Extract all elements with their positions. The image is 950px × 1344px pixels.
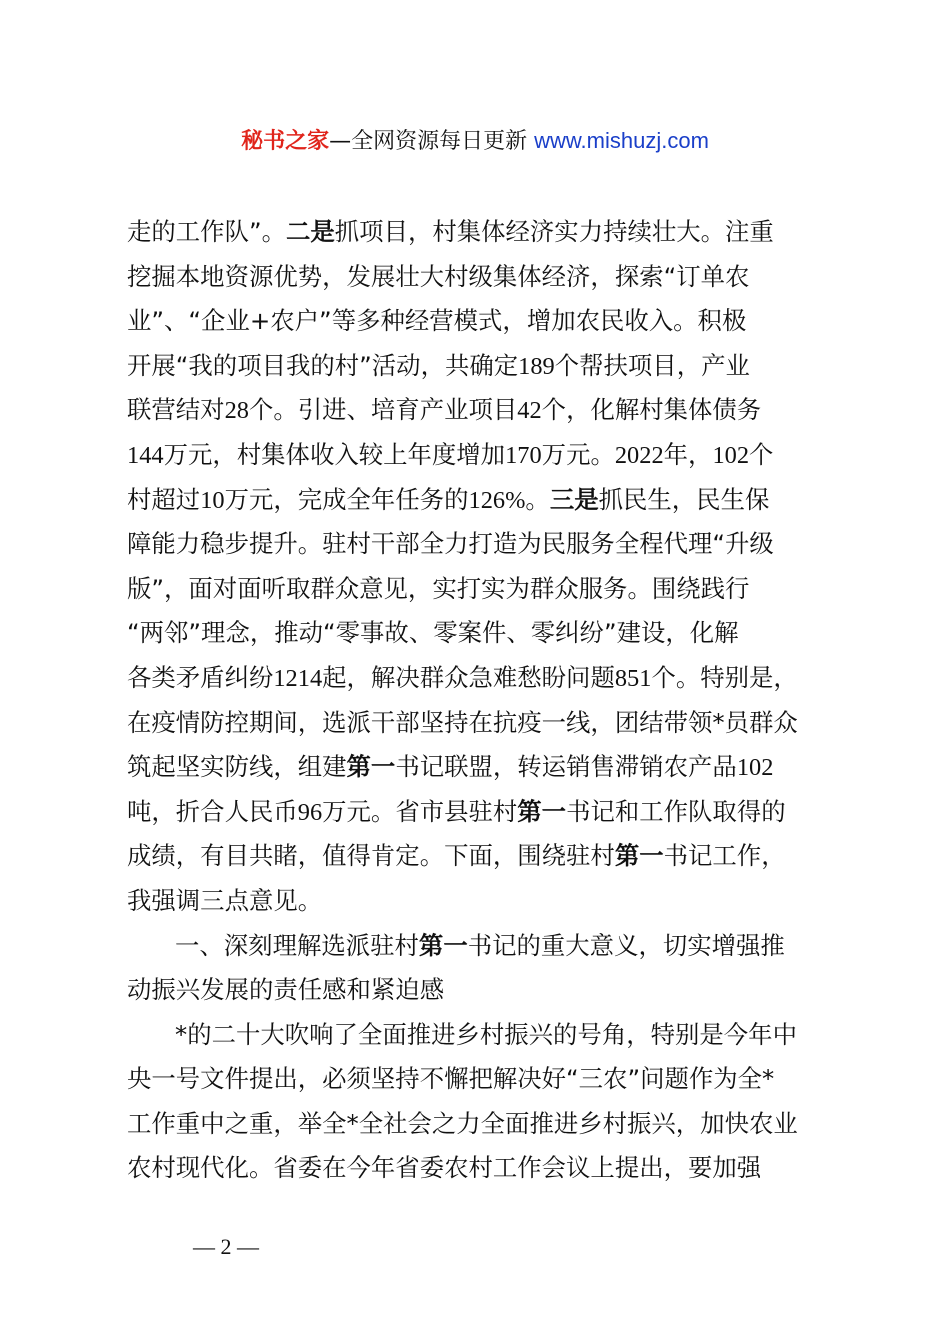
- number-run: 2022: [614, 441, 664, 469]
- text-run: 挖掘本地资源优势，发展壮大村级集体经济，探索“订单农: [127, 261, 750, 291]
- text-run: 工作重中之重，举全*全社会之力全面推进乡村振兴，加快农业: [127, 1108, 798, 1138]
- text-line: [127, 433, 837, 478]
- text-run: “两邻”理念，推动“零事故、零案件、零纠纷”建设，化解: [127, 618, 739, 648]
- text-run: 央一号文件提出，必须坚持不懈把解决好“三农”问题作为全*: [127, 1064, 775, 1094]
- number-run: 96: [297, 798, 323, 826]
- site-header: [0, 126, 950, 157]
- text-line: [127, 567, 837, 612]
- bold-run: 二是: [285, 217, 335, 246]
- text-run: 书记和工作队取得的: [566, 796, 786, 826]
- text-run: 。: [525, 484, 550, 514]
- number-run: 189: [518, 352, 555, 380]
- text-run: 开展“我的项目我的村”活动，共确定: [127, 350, 519, 380]
- number-run: 102: [736, 754, 774, 782]
- text-line: [127, 344, 837, 389]
- text-run: 我强调三点意见。: [127, 885, 323, 915]
- site-tagline: —全网资源每日更新: [329, 129, 535, 154]
- text-run: 万元。省市县驻村: [322, 796, 518, 826]
- text-line: [127, 1146, 837, 1191]
- text-run: 成绩，有目共睹，值得肯定。下面，围绕驻村: [127, 841, 615, 871]
- text-run: 个。引进、培育产业项目: [248, 395, 518, 425]
- text-run: 一、深刻理解选派驻村: [175, 930, 419, 960]
- text-line: [127, 745, 837, 790]
- number-run: 170: [505, 441, 542, 469]
- text-line: [127, 701, 837, 746]
- document-body: [127, 210, 837, 1191]
- text-run: 起，解决群众急难愁盼问题: [322, 662, 615, 692]
- text-line: [127, 879, 837, 924]
- text-line: [127, 210, 837, 255]
- site-brand: 秘书之家: [241, 129, 330, 154]
- text-line: [127, 790, 837, 835]
- number-run: 126%: [468, 486, 526, 514]
- text-line: [127, 1102, 837, 1147]
- text-run: 版”，面对面听取群众意见，实打实为群众服务。围绕践行: [127, 573, 750, 603]
- bold-run: 第一: [517, 796, 567, 826]
- number-run: 1214: [273, 664, 323, 692]
- text-line: [127, 299, 837, 344]
- text-run: 万元。: [541, 439, 615, 469]
- text-run: 书记的重大意义，切实增强推: [467, 930, 785, 960]
- text-run: 走的工作队”。: [127, 217, 286, 246]
- text-run: 个，化解村集体债务: [541, 395, 762, 425]
- text-run: 筑起坚实防线，组建: [127, 752, 347, 782]
- text-run: 个。特别是，: [651, 662, 798, 692]
- number-run: 42: [517, 397, 542, 425]
- bold-run: 三是: [549, 484, 599, 514]
- text-run: *的二十大吹响了全面推进乡村振兴的号角，特别是今年中: [175, 1019, 797, 1049]
- page-number: — 2 —: [193, 1234, 259, 1259]
- section-heading: [127, 924, 837, 969]
- text-run: 书记联盟，转运销售滞销农产品: [395, 752, 737, 782]
- bold-run: 第一: [418, 930, 468, 960]
- text-run: 在疫情防控期间，选派干部坚持在抗疫一线，团结带领*员群众: [127, 707, 798, 737]
- text-run: 个帮扶项目，产业: [554, 350, 750, 380]
- text-run: 动振兴发展的责任感和紧迫感: [127, 975, 445, 1005]
- text-run: 各类矛盾纠纷: [127, 662, 274, 692]
- site-url-link[interactable]: www.mishuzj.com: [534, 128, 709, 153]
- number-run: 102: [712, 441, 750, 469]
- bold-run: 第一: [346, 752, 396, 782]
- text-line: [127, 255, 837, 300]
- text-run: 抓项目，村集体经济实力持续壮大。注重: [334, 217, 774, 246]
- text-line: [127, 834, 837, 879]
- text-line: [127, 388, 837, 433]
- text-run: 联营结对: [127, 395, 225, 425]
- text-run: 农村现代化。省委在今年省委农村工作会议上提出，要加强: [127, 1153, 762, 1183]
- number-run: 28: [224, 397, 249, 425]
- text-line: [127, 1057, 837, 1102]
- number-run: 144: [127, 441, 164, 469]
- text-run: 万元，完成全年任务的: [224, 484, 469, 514]
- text-run: 年，: [663, 439, 713, 469]
- text-run: 吨，折合人民币: [127, 796, 298, 826]
- text-line: [127, 656, 837, 701]
- text-run: 个: [749, 439, 774, 469]
- text-line: [127, 1013, 837, 1058]
- text-run: 书记工作，: [663, 841, 786, 871]
- text-line: [127, 611, 837, 656]
- number-run: 851: [614, 664, 652, 692]
- text-run: 业”、“企业+农户”等多种经营模式，增加农民收入。积极: [127, 306, 747, 336]
- number-run: 10: [200, 486, 225, 514]
- text-run: 村超过: [127, 484, 201, 514]
- bold-run: 第一: [614, 841, 664, 871]
- text-run: 抓民生，民生保: [598, 484, 770, 514]
- text-run: 障能力稳步提升。驻村干部全力打造为民服务全程代理“升级: [127, 529, 774, 559]
- text-line: [127, 522, 837, 567]
- text-run: 万元，村集体收入较上年度增加: [163, 439, 506, 469]
- section-heading-cont: [127, 968, 837, 1013]
- text-line: [127, 478, 837, 523]
